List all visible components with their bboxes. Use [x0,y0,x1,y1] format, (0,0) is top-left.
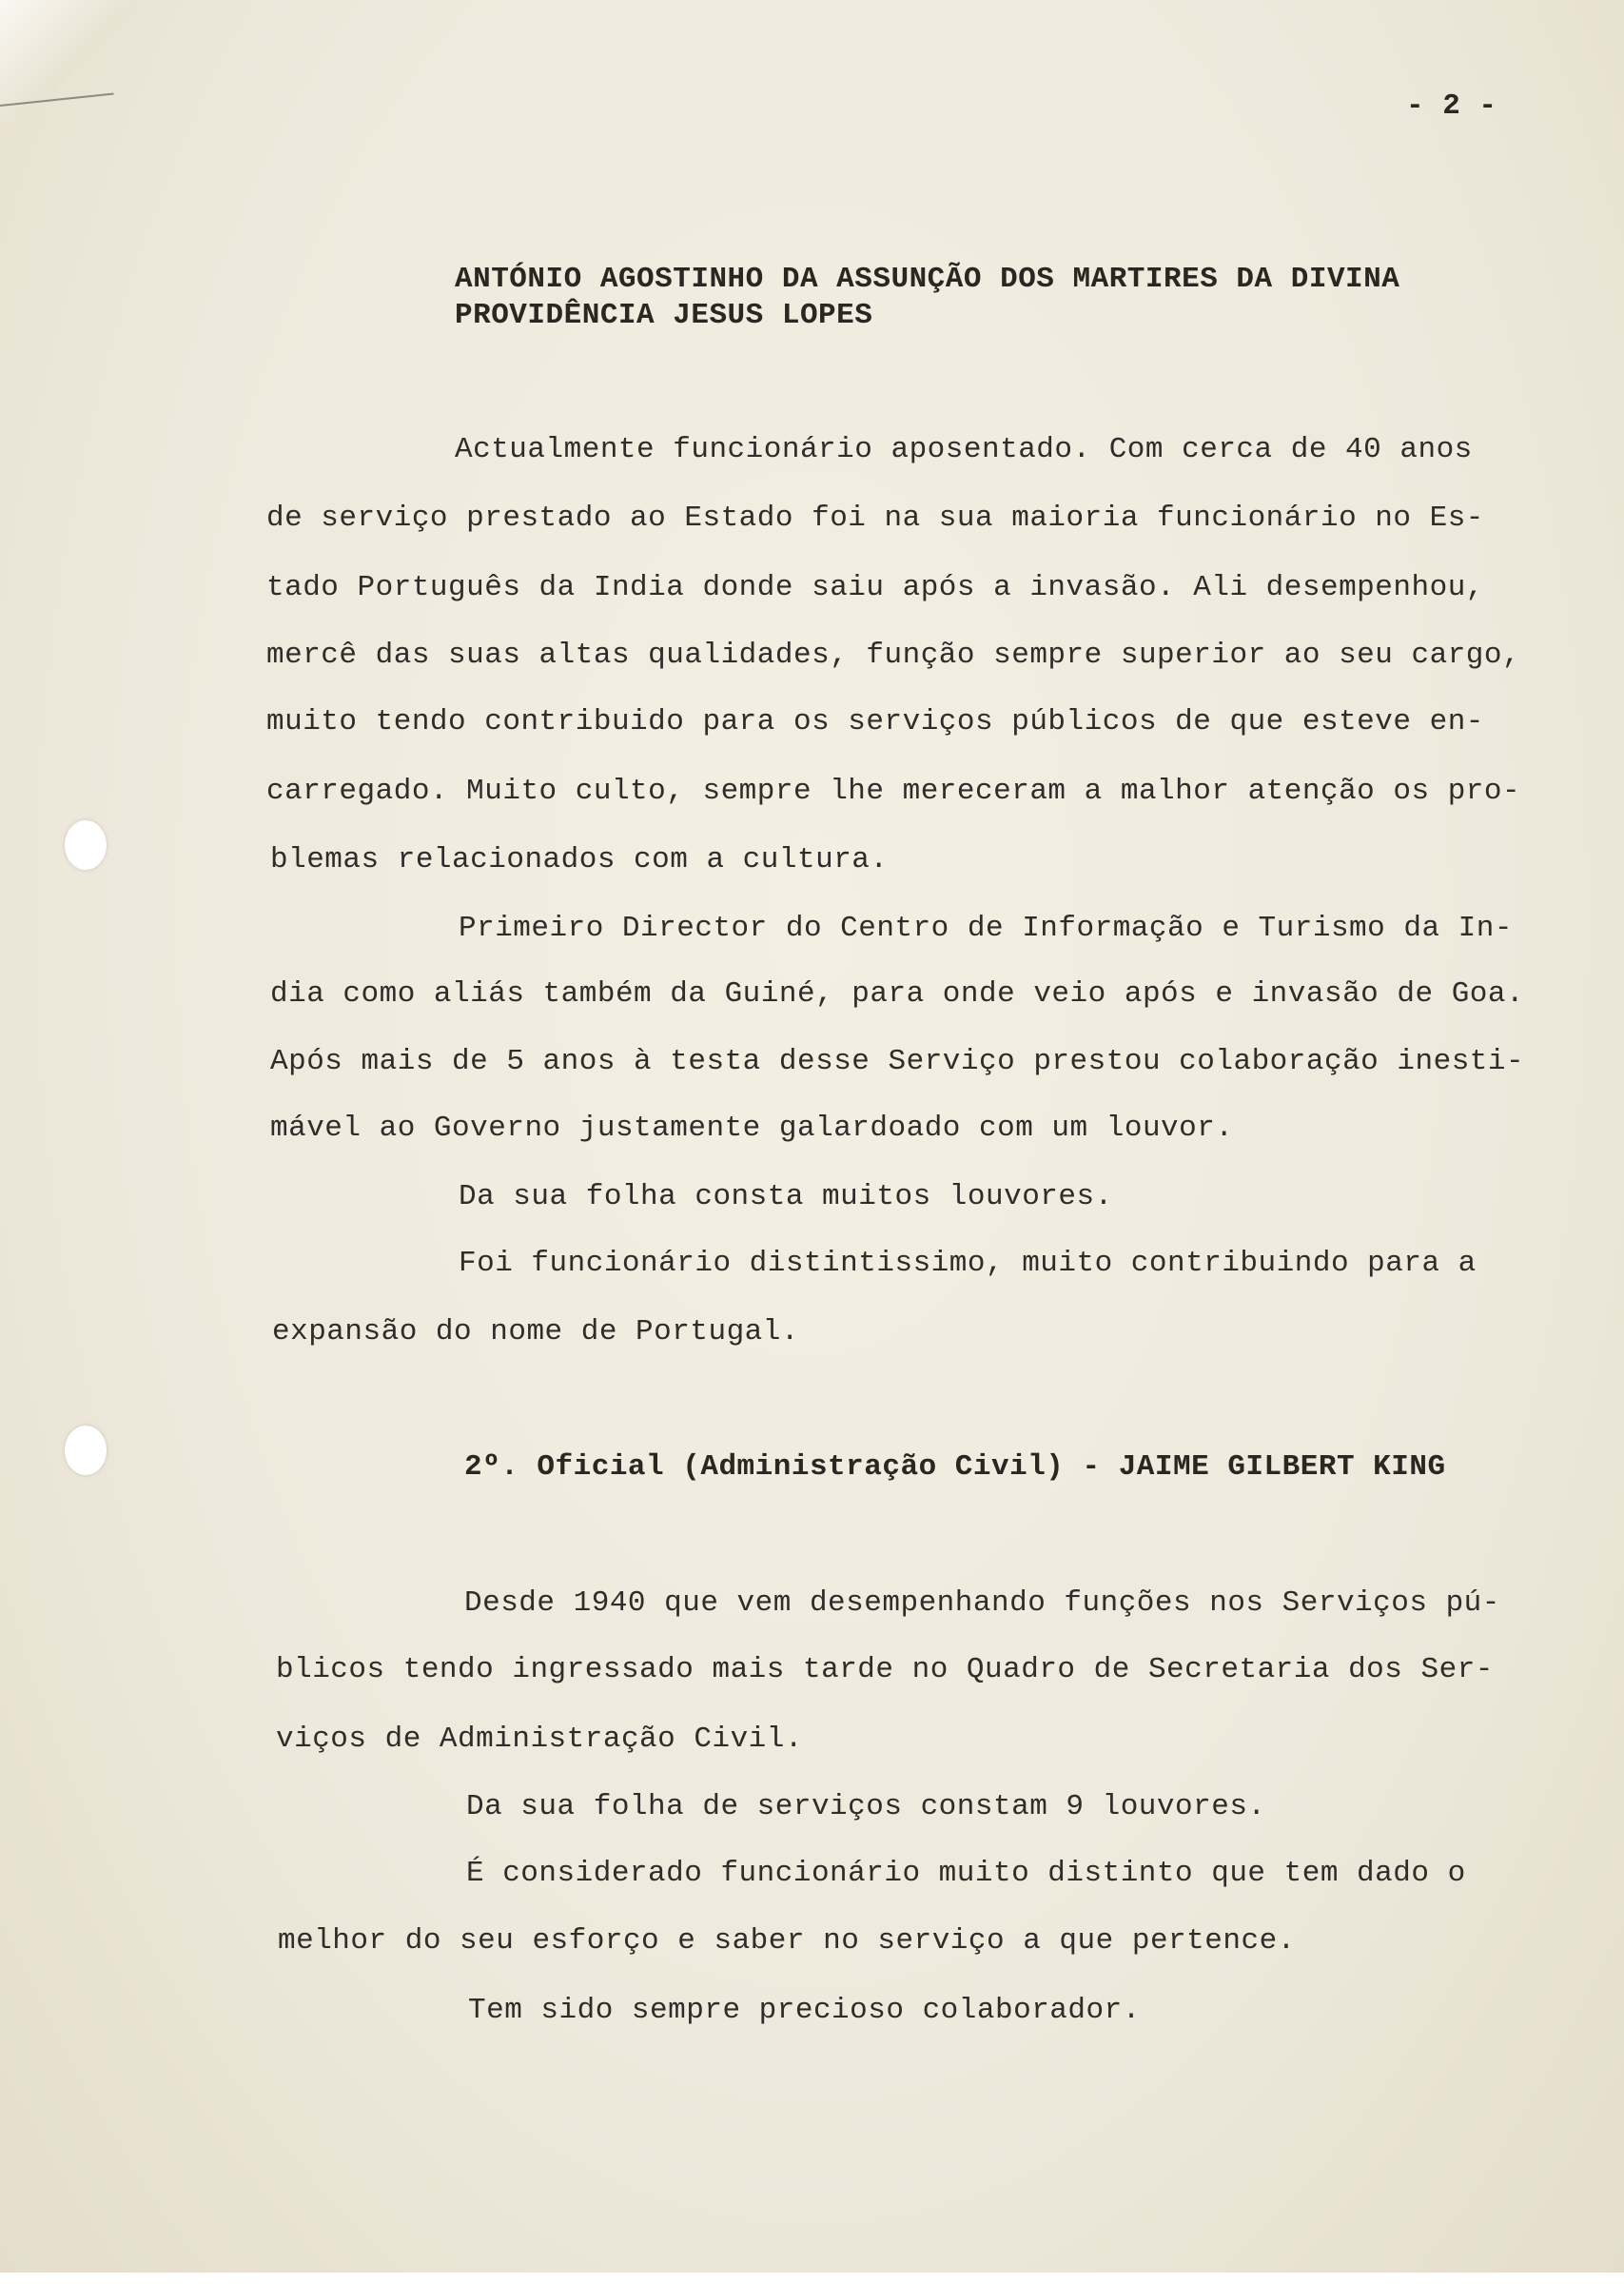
section2-line: melhor do seu esforço e saber no serviço a que pertence. [278,1924,1296,1958]
page-number: - 2 - [1406,89,1497,123]
section2-line: blicos tendo ingressado mais tarde no Quadro de Secretaria dos Ser- [276,1653,1494,1686]
section1-line: Após mais de 5 anos à testa desse Serviço prestou colaboração inesti- [270,1045,1525,1078]
section1-line: tado Português da India donde saiu após a invasão. Ali desempenhou, [266,571,1484,604]
section2-line: Desde 1940 que vem desempenhando funções nos Serviços pú- [464,1586,1500,1620]
section1-heading-line1: ANTÓNIO AGOSTINHO DA ASSUNÇÃO DOS MARTIRES DA DIVINA [455,263,1400,296]
section2-line: Tem sido sempre precioso colaborador. [468,1994,1141,2027]
section2-heading: 2º. Oficial (Administração Civil) - JAIME GILBERT KING [464,1450,1446,1484]
section1-line: expansão do nome de Portugal. [272,1315,799,1349]
section1-line: de serviço prestado ao Estado foi na sua maioria funcionário no Es- [266,502,1484,535]
section1-line: blemas relacionados com a cultura. [270,843,889,876]
section1-line: carregado. Muito culto, sempre lhe mereceram a malhor atenção os pro- [266,775,1521,808]
section1-line: mercê das suas altas qualidades, função sempre superior ao seu cargo, [266,639,1521,672]
section1-heading-line2: PROVIDÊNCIA JESUS LOPES [455,299,873,332]
section1-line: dia como aliás também da Guiné, para onde veio após e invasão de Goa. [270,977,1525,1011]
section2-line: viços de Administração Civil. [276,1723,803,1756]
section1-line: Foi funcionário distintissimo, muito contribuindo para a [459,1247,1477,1280]
section2-line: Da sua folha de serviços constam 9 louvores. [466,1790,1266,1823]
section1-line: Da sua folha consta muitos louvores. [459,1180,1113,1213]
section1-line: Primeiro Director do Centro de Informação e Turismo da In- [459,912,1513,945]
punch-hole-lower [65,1426,107,1475]
section1-line: muito tendo contribuido para os serviços públicos de que esteve en- [266,705,1484,738]
page-bottom-edge [0,2273,1624,2284]
section2-line: É considerado funcionário muito distinto que tem dado o [466,1857,1466,1890]
section1-line: mável ao Governo justamente galardoado com um louvor. [270,1112,1234,1145]
punch-hole-upper [65,820,107,870]
section1-line: Actualmente funcionário aposentado. Com cerca de 40 anos [455,433,1473,466]
folded-corner [0,0,133,124]
